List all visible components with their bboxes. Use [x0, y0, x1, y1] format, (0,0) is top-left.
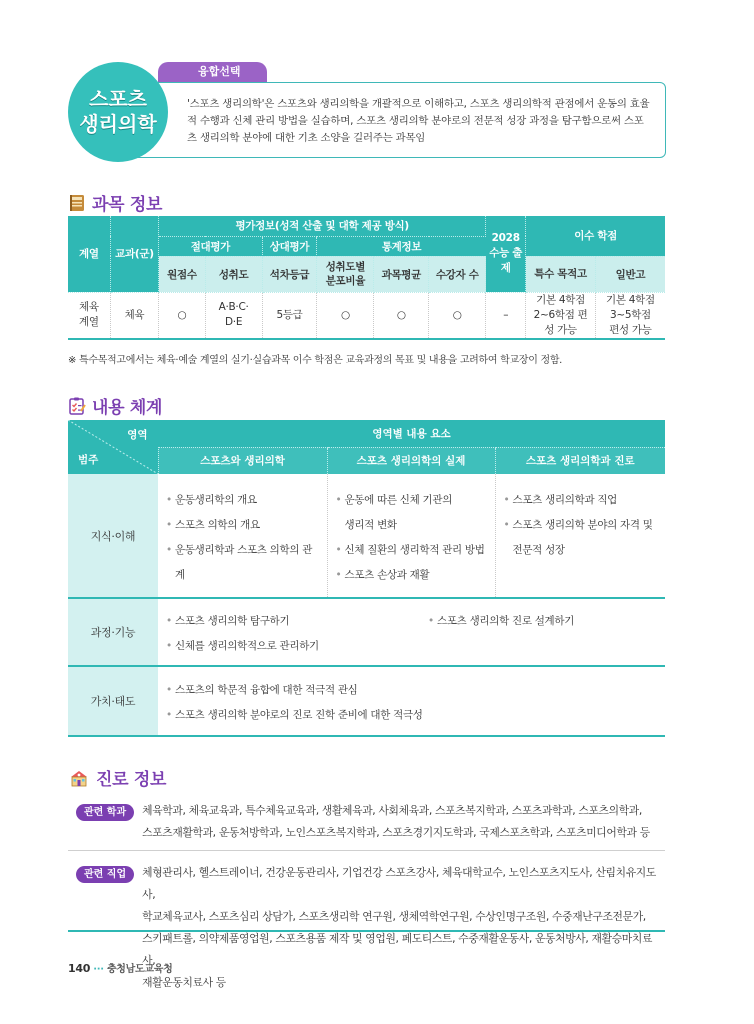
- th-special-school: 특수 목적고: [526, 256, 596, 292]
- category-knowledge: 지식·이해: [68, 474, 158, 598]
- subject-header: [68, 62, 668, 162]
- column-header-2: 스포츠 생리의학의 실제: [327, 447, 495, 474]
- subject-title-line2: 생리의학: [79, 112, 157, 136]
- th-category: 계열: [68, 216, 110, 292]
- list-item: • 스포츠 생리의학 진로 설계하기: [428, 609, 574, 634]
- job-line: 스키패트롤, 의약제품영업원, 스포츠용품 제작 및 영업원, 페도티스트, 수중재활운동사, 운동처방사, 재활승마치료사,: [142, 932, 653, 967]
- knowledge-col1-list: [166, 488, 319, 588]
- main-header: 영역별 내용 요소: [158, 420, 665, 447]
- school-icon: [68, 769, 90, 787]
- cell-category: 체육 계열: [68, 292, 110, 339]
- cell-subject-group: 체육: [110, 292, 159, 339]
- th-statistics: 통계정보: [317, 236, 486, 256]
- content-system-title: 내용 체계: [92, 398, 163, 418]
- list-item: • 신체를 생리의학적으로 관리하기: [166, 634, 428, 659]
- cell-students: ○: [429, 292, 486, 339]
- subject-info-heading: [68, 190, 162, 215]
- subject-description: '스포츠 생리의학'은 스포츠와 생리의학을 개괄적으로 이해하고, 스포츠 생리의학적 관점에서 운동의 효율적 수행과 신체 관리 방법을 실습하며, 스포츠 생리의학 분야로의 전문적 성장 과정을 탐구함으로써 스포츠 생리의학 분야에 대한 기초 소양을 길러주는 과목임: [108, 82, 666, 158]
- list-item: • 스포츠 생리의학 탐구하기: [166, 609, 428, 634]
- process-left-list: [166, 609, 428, 659]
- cell-csat-2028: –: [486, 292, 526, 339]
- subject-info-table: [68, 216, 665, 340]
- values-list: [166, 678, 657, 728]
- column-header-3: 스포츠 생리의학과 진로: [495, 447, 665, 474]
- career-info-title: 진로 정보: [96, 770, 167, 790]
- cell-achievement-dist: ○: [317, 292, 374, 339]
- cell-subject-mean: ○: [374, 292, 429, 339]
- list-item: • 스포츠 의학의 개요: [166, 513, 319, 538]
- cell-special-school: 기본 4학점 2~6학점 편성 가능: [526, 292, 596, 339]
- publisher-name: 충청남도교육청: [106, 964, 173, 975]
- knowledge-col3-list: [504, 488, 658, 563]
- list-item: • 신체 질환의 생리학적 관리 방법: [336, 538, 487, 563]
- list-item: • 스포츠의 학문적 융합에 대한 적극적 관심: [166, 678, 657, 703]
- dept-line: 체육학과, 체육교육과, 특수체육교육과, 생활체육과, 사회체육과, 스포츠복지학과, 스포츠과학과, 스포츠의학과,: [142, 804, 642, 817]
- process-row: [68, 598, 665, 666]
- subject-info-note: ※ 특수목적고에서는 체육·예술 계열의 실기·실습과목 이수 학점은 교육과정의 목표 및 내용을 고려하여 학교장이 정함.: [68, 355, 563, 366]
- job-badge: 관련 직업: [76, 866, 134, 883]
- content-system-table: [68, 420, 665, 737]
- list-item: • 스포츠 손상과 재활: [336, 563, 487, 588]
- process-right-list: [428, 609, 574, 659]
- table-row: [68, 292, 665, 339]
- cell-raw-score: ○: [159, 292, 205, 339]
- page-number: 140: [68, 962, 91, 975]
- dept-line: 스포츠재활학과, 운동처방학과, 노인스포츠복지학과, 스포츠경기지도학과, 국제스포츠학과, 스포츠미디어학과 등: [142, 826, 650, 839]
- th-raw-score: 원점수: [159, 256, 205, 292]
- elective-tag: 융합선택: [158, 62, 267, 82]
- job-line: 체형관리사, 헬스트레이너, 건강운동관리사, 기업건강 스포츠강사, 체육대학교수, 노인스포츠지도사, 산림치유지도사,: [142, 866, 656, 901]
- th-achievement: 성취도: [205, 256, 262, 292]
- list-item-continued: 생리적 변화: [344, 519, 397, 531]
- list-item-continued: 전문적 성장: [512, 544, 565, 556]
- knowledge-col2-list: [336, 488, 487, 588]
- career-info-heading: [68, 765, 166, 790]
- th-absolute: 절대평가: [159, 236, 262, 256]
- list-item: • 스포츠 생리의학과 직업: [504, 488, 658, 513]
- category-values: 가치·태도: [68, 666, 158, 736]
- career-divider: [68, 930, 665, 932]
- job-line: 재활운동치료사 등: [142, 976, 226, 989]
- corner-header: [68, 420, 158, 474]
- th-rank-grade: 석차등급: [262, 256, 317, 292]
- content-system-heading: [68, 393, 162, 418]
- list-item: • 운동생리학의 개요: [166, 488, 319, 513]
- footer-dots: ···: [93, 964, 104, 975]
- subject-title-line1: 스포츠: [89, 87, 147, 111]
- cell-general-school: 기본 4학점 3~5학점 편성 가능: [606, 293, 655, 336]
- cell-achievement: A·B·C· D·E: [205, 292, 262, 339]
- th-subject-group: 교과(군): [110, 216, 159, 292]
- book-icon: [68, 194, 86, 212]
- column-header-1: 스포츠와 생리의학: [158, 447, 327, 474]
- cell-rank-grade: 5등급: [262, 292, 317, 339]
- subject-info-title: 과목 정보: [92, 195, 163, 215]
- corner-domain-label: 영역: [127, 429, 148, 441]
- th-subject-mean: 과목평균: [374, 256, 429, 292]
- th-evaluation: 평가정보(성적 산출 및 대학 제공 방식): [159, 216, 486, 236]
- th-credits: 이수 학점: [526, 216, 665, 256]
- th-students: 수강자 수: [429, 256, 486, 292]
- th-csat-2028: 2028 수능 출제: [486, 216, 526, 292]
- corner-category-label: 범주: [78, 454, 99, 466]
- th-relative: 상대평가: [262, 236, 317, 256]
- checklist-icon: [68, 397, 86, 415]
- th-general-school: 일반고: [595, 256, 665, 292]
- related-jobs: [68, 850, 665, 1000]
- dept-badge: 관련 학과: [76, 804, 134, 821]
- list-item: • 스포츠 생리의학 분야의 자격 및: [504, 513, 658, 538]
- subject-badge: [68, 62, 168, 162]
- list-item: • 운동에 따른 신체 기관의: [336, 488, 487, 513]
- list-item: • 운동생리학과 스포츠 의학의 관계: [166, 538, 319, 588]
- page-footer: [68, 960, 172, 975]
- th-achievement-dist: 성취도별 분포비율: [317, 256, 374, 292]
- knowledge-row: [68, 474, 665, 598]
- category-process: 과정·기능: [68, 598, 158, 666]
- values-row: [68, 666, 665, 736]
- related-departments: [68, 796, 665, 850]
- list-item: • 스포츠 생리의학 분야로의 진로 진학 준비에 대한 적극성: [166, 703, 657, 728]
- job-line: 학교체육교사, 스포츠심리 상담가, 스포츠생리학 연구원, 생체역학연구원, 수상인명구조원, 수중재난구조전문가,: [142, 910, 646, 923]
